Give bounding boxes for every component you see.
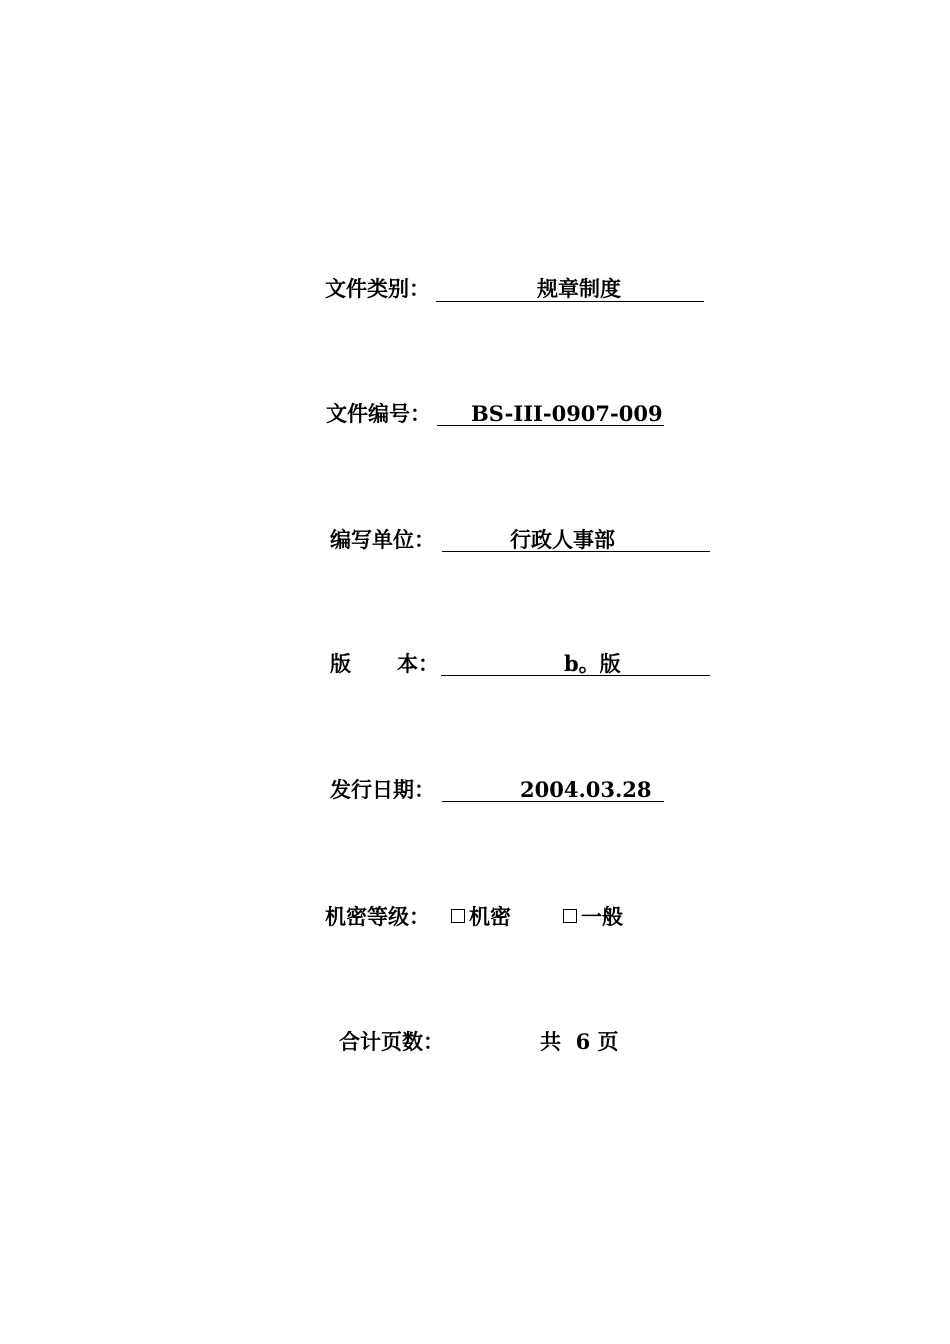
confidentiality-label: 机密等级： xyxy=(325,904,430,929)
version-label-part1: 版 xyxy=(330,651,351,676)
page-count-value: 共 6 页 xyxy=(540,1029,619,1054)
category-label: 文件类别： xyxy=(325,276,430,301)
page-count-label: 合计页数： xyxy=(339,1029,444,1054)
confidential-checkbox[interactable] xyxy=(451,909,465,923)
doc-number-label: 文件编号： xyxy=(326,401,431,426)
version-value: b。版 xyxy=(564,651,621,676)
general-option-label: 一般 xyxy=(581,904,623,929)
issue-date-label: 发行日期： xyxy=(330,777,435,802)
doc-number-value: BS-III-0907-009 xyxy=(471,401,663,426)
category-value: 规章制度 xyxy=(537,276,621,301)
department-label: 编写单位： xyxy=(330,527,435,552)
confidential-option-label: 机密 xyxy=(469,904,511,929)
version-label-part2: 本： xyxy=(397,651,439,676)
issue-date-value: 2004.03.28 xyxy=(520,777,652,802)
department-value: 行政人事部 xyxy=(510,527,615,552)
general-checkbox[interactable] xyxy=(563,909,577,923)
